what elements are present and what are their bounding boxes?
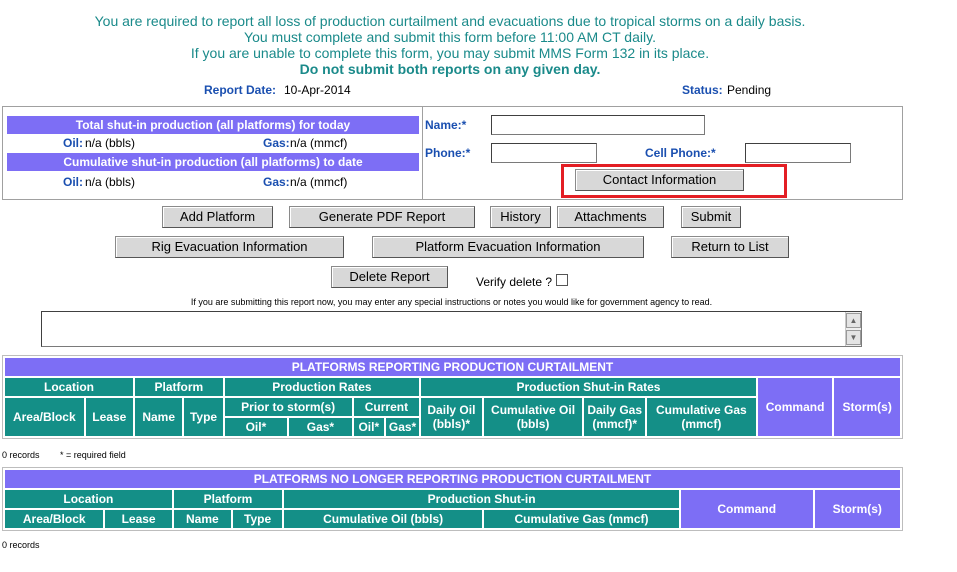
scroll-up-icon[interactable]: ▲ (846, 313, 861, 328)
cum-gas-label: Gas: (263, 175, 290, 189)
return-to-list-button[interactable]: Return to List (671, 236, 789, 258)
submit-button[interactable]: Submit (681, 206, 741, 228)
table1-prior-gas-header: Gas* (289, 418, 352, 436)
status-value: Pending (727, 83, 772, 97)
table2-cum-gas-header: Cumulative Gas (mmcf) (484, 510, 679, 528)
table2-type-header: Type (233, 510, 282, 528)
total-oil-value: n/a (bbls) (85, 136, 136, 150)
table1-cum-oil-header: Cumulative Oil (bbls) (484, 398, 583, 436)
verify-delete-label: Verify delete ? (476, 275, 553, 289)
table1-location-header: Location (5, 378, 133, 396)
cum-oil-label: Oil: (63, 175, 83, 189)
notes-textarea[interactable] (41, 311, 862, 347)
table1-shutin-rates-header: Production Shut-in Rates (421, 378, 756, 396)
phone-label: Phone:* (425, 146, 471, 160)
table1-prior-header: Prior to storm(s) (225, 398, 352, 416)
table1-production-rates-header: Production Rates (225, 378, 420, 396)
table1-current-oil-header: Oil* (354, 418, 384, 436)
table1-record-count: 0 records (2, 450, 40, 460)
table2-command-header: Command (681, 490, 813, 528)
notice-line-1: You are required to report all loss of production curtailment and evacuations due to tropical storms on a daily basis. (94, 13, 806, 29)
cell-phone-label: Cell Phone:* (645, 146, 716, 160)
notes-scrollbar[interactable] (845, 312, 861, 346)
delete-report-button[interactable]: Delete Report (331, 266, 448, 288)
table1-platform-header: Platform (135, 378, 223, 396)
table1-type-header: Type (184, 398, 222, 436)
contact-information-button[interactable]: Contact Information (575, 169, 744, 191)
name-input[interactable] (491, 115, 705, 135)
total-oil-label: Oil: (63, 136, 83, 150)
name-label: Name:* (425, 118, 467, 132)
table1-daily-gas-header: Daily Gas (mmcf)* (584, 398, 644, 436)
table1-cum-gas-header: Cumulative Gas (mmcf) (647, 398, 756, 436)
table1-command-header: Command (758, 378, 833, 436)
total-shutin-header: Total shut-in production (all platforms) for today (7, 116, 419, 134)
table1-prior-oil-header: Oil* (225, 418, 288, 436)
cum-gas-value: n/a (mmcf) (290, 175, 348, 189)
table1-title: PLATFORMS REPORTING PRODUCTION CURTAILMENT (5, 358, 900, 376)
table1-lease-header: Lease (86, 398, 133, 436)
highlight-box (561, 164, 787, 198)
generate-pdf-button[interactable]: Generate PDF Report (289, 206, 475, 228)
table2-name-header: Name (174, 510, 231, 528)
summary-divider (422, 107, 423, 199)
notice-line-3: If you are unable to complete this form, you may submit MMS Form 132 in its place. (190, 45, 710, 61)
history-button[interactable]: History (490, 206, 551, 228)
table2-title: PLATFORMS NO LONGER REPORTING PRODUCTION CURTAILMENT (5, 470, 900, 488)
cum-oil-value: n/a (bbls) (85, 175, 136, 189)
status-label: Status: (682, 83, 723, 97)
table1-name-header: Name (135, 398, 182, 436)
total-gas-value: n/a (mmcf) (290, 136, 348, 150)
rig-evacuation-button[interactable]: Rig Evacuation Information (115, 236, 344, 258)
scroll-down-icon[interactable]: ▼ (846, 330, 861, 345)
table1-current-gas-header: Gas* (386, 418, 419, 436)
attachments-button[interactable]: Attachments (557, 206, 664, 228)
table2-shutin-header: Production Shut-in (284, 490, 679, 508)
total-gas-label: Gas: (263, 136, 290, 150)
add-platform-button[interactable]: Add Platform (162, 206, 273, 228)
cumulative-shutin-header: Cumulative shut-in production (all platforms) to date (7, 153, 419, 171)
required-field-note: * = required field (60, 450, 126, 460)
platforms-reporting-table (2, 355, 903, 439)
verify-delete-checkbox[interactable] (556, 274, 568, 286)
table2-storms-header: Storm(s) (815, 490, 900, 528)
notice-line-2: You must complete and submit this form before 11:00 AM CT daily. (244, 29, 656, 45)
platform-evacuation-button[interactable]: Platform Evacuation Information (372, 236, 644, 258)
table1-daily-oil-header: Daily Oil (bbls)* (421, 398, 481, 436)
report-date-value: 10-Apr-2014 (284, 83, 351, 97)
notice-warning: Do not submit both reports on any given day. (299, 61, 601, 77)
table2-platform-header: Platform (174, 490, 282, 508)
table1-storms-header: Storm(s) (834, 378, 900, 436)
table2-cum-oil-header: Cumulative Oil (bbls) (284, 510, 482, 528)
table2-area-block-header: Area/Block (5, 510, 103, 528)
cell-phone-input[interactable] (745, 143, 851, 163)
table1-current-header: Current (354, 398, 420, 416)
report-date-label: Report Date: (204, 83, 277, 97)
notes-hint: If you are submitting this report now, you may enter any special instructions or notes you would like for government agency to read. (190, 297, 713, 307)
platforms-no-longer-reporting-table (2, 467, 903, 531)
table2-record-count: 0 records (2, 540, 40, 550)
table1-area-block-header: Area/Block (5, 398, 84, 436)
table2-lease-header: Lease (105, 510, 171, 528)
phone-input[interactable] (491, 143, 597, 163)
table2-location-header: Location (5, 490, 172, 508)
